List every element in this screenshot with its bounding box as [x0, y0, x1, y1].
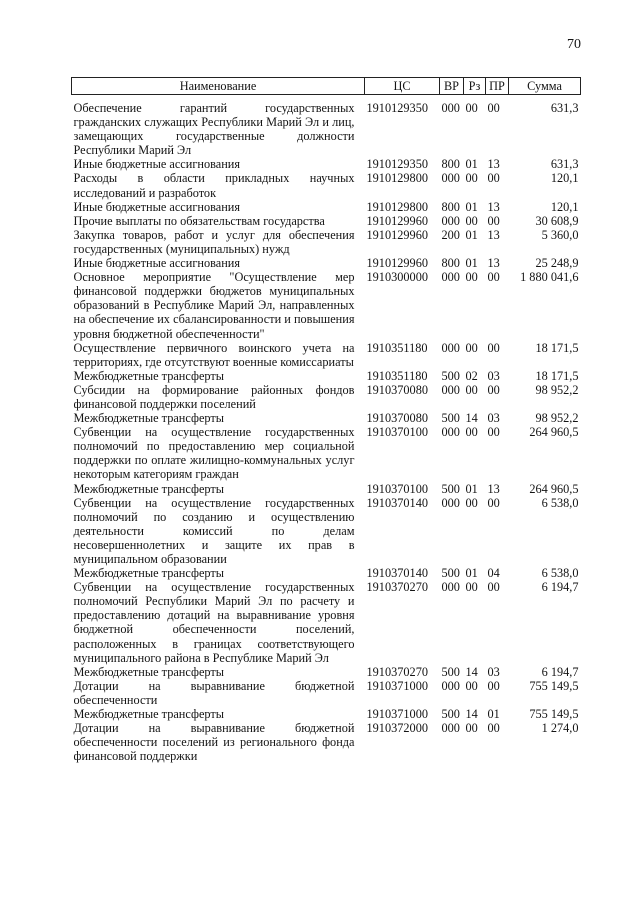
row-pr: 13 [487, 256, 500, 271]
row-rz: 01 [465, 157, 478, 172]
row-name: Расходы в области прикладных научных исследований и разработок [73, 171, 355, 200]
row-sum: 98 952,2 [535, 411, 579, 426]
row-cs: 1910129960 [366, 213, 428, 228]
row-cs: 1910129960 [366, 256, 428, 271]
row-vr: 500 [441, 411, 460, 426]
table-row [72, 411, 581, 425]
row-pr: 13 [487, 481, 500, 496]
table-row [72, 425, 581, 481]
header-vr: ВР [440, 78, 464, 95]
header-name: Наименование [72, 78, 365, 95]
row-sum: 264 960,5 [529, 425, 579, 440]
row-rz: 00 [465, 382, 478, 397]
row-name: Субвенции на осуществление государственных полномочий по предоставлению мер социальной поддержки по оплате жилищно-коммунальных услуг некоторым категориям граждан [73, 425, 355, 482]
row-name: Осуществление первичного воинского учета на территориях, где отсутствуют военные комиссариаты [73, 340, 355, 369]
row-cs: 1910370270 [366, 664, 428, 679]
row-rz: 02 [465, 368, 478, 383]
table-row [72, 214, 581, 228]
row-pr: 03 [487, 664, 500, 679]
row-name: Межбюджетные трансферты [73, 481, 225, 496]
row-cs: 1910370140 [366, 566, 428, 581]
row-pr: 00 [487, 678, 500, 693]
row-vr: 000 [441, 425, 460, 440]
row-vr: 000 [441, 101, 460, 115]
row-pr: 00 [487, 270, 500, 285]
row-sum: 631,3 [550, 101, 579, 115]
row-rz: 00 [465, 721, 478, 736]
row-sum: 6 538,0 [541, 495, 579, 510]
table-row [72, 270, 581, 340]
header-pr: ПР [486, 78, 509, 95]
header-rz: Рз [464, 78, 486, 95]
row-rz: 00 [465, 678, 478, 693]
row-sum: 264 960,5 [529, 481, 579, 496]
row-cs: 1910129960 [366, 227, 428, 242]
table-row [72, 707, 581, 721]
table-row [72, 228, 581, 256]
row-rz: 00 [465, 495, 478, 510]
table-row [72, 200, 581, 214]
row-cs: 1910370080 [366, 411, 428, 426]
row-cs: 1910351180 [366, 368, 428, 383]
row-cs: 1910129800 [366, 199, 428, 214]
row-sum: 1 274,0 [541, 721, 579, 736]
row-name: Субвенции на осуществление государственных полномочий Республики Марий Эл по расчету и предоставлению дотаций на выравнивание уровня бюджетной обеспеченности поселений, расположенных в границах соответствующего муниципального района в Республике Марий Эл [73, 580, 355, 665]
row-sum: 6 194,7 [541, 580, 579, 595]
table-row [72, 171, 581, 199]
row-rz: 00 [465, 213, 478, 228]
row-name: Межбюджетные трансферты [73, 664, 225, 679]
row-cs: 1910372000 [366, 721, 428, 736]
budget-table [71, 77, 581, 763]
row-rz: 14 [465, 411, 478, 426]
row-rz: 00 [465, 101, 478, 115]
row-name: Иные бюджетные ассигнования [73, 256, 241, 271]
row-name: Субвенции на осуществление государственных полномочий по созданию и осуществлению деятельности комиссий по делам несовершеннолетних и защите их прав в муниципальном образовании [73, 495, 355, 566]
table-row [72, 679, 581, 707]
row-name: Субсидии на формирование районных фондов финансовой поддержки поселений [73, 382, 355, 411]
row-sum: 18 171,5 [535, 368, 579, 383]
row-sum: 6 538,0 [541, 566, 579, 581]
row-rz: 00 [465, 425, 478, 440]
row-sum: 120,1 [550, 171, 579, 186]
row-vr: 000 [441, 382, 460, 397]
row-vr: 000 [441, 580, 460, 595]
row-name: Дотации на выравнивание бюджетной обеспеченности поселений из регионального фонда финансовой поддержки [73, 721, 355, 764]
row-rz: 00 [465, 270, 478, 285]
header-cs: ЦС [365, 78, 440, 95]
row-rz: 14 [465, 664, 478, 679]
row-name: Межбюджетные трансферты [73, 368, 225, 383]
row-vr: 500 [441, 566, 460, 581]
row-name: Закупка товаров, работ и услуг для обеспечения государственных (муниципальных) нужд [73, 227, 355, 256]
table-body [72, 95, 581, 764]
row-sum: 120,1 [550, 199, 579, 214]
row-sum: 1 880 041,6 [520, 270, 579, 285]
row-name: Иные бюджетные ассигнования [73, 157, 241, 172]
row-pr: 00 [487, 340, 500, 355]
row-vr: 000 [441, 678, 460, 693]
row-pr: 13 [487, 227, 500, 242]
row-pr: 00 [487, 382, 500, 397]
row-cs: 1910370100 [366, 425, 428, 440]
row-rz: 01 [465, 199, 478, 214]
row-vr: 000 [441, 270, 460, 285]
row-name: Межбюджетные трансферты [73, 566, 225, 581]
row-sum: 30 608,9 [535, 213, 579, 228]
row-pr: 01 [487, 707, 500, 722]
row-vr: 500 [441, 368, 460, 383]
table-row [72, 566, 581, 580]
row-pr: 13 [487, 157, 500, 172]
row-cs: 1910351180 [366, 340, 428, 355]
table-row [72, 383, 581, 411]
row-vr: 800 [441, 199, 460, 214]
row-pr: 00 [487, 171, 500, 186]
table-row [72, 482, 581, 496]
row-name: Иные бюджетные ассигнования [73, 199, 241, 214]
row-pr: 00 [487, 721, 500, 736]
row-rz: 01 [465, 227, 478, 242]
row-sum: 755 149,5 [529, 707, 579, 722]
row-cs: 1910370140 [366, 495, 428, 510]
row-rz: 01 [465, 256, 478, 271]
table-header [72, 78, 581, 95]
row-cs: 1910371000 [366, 707, 428, 722]
row-pr: 03 [487, 411, 500, 426]
row-rz: 01 [465, 481, 478, 496]
row-vr: 000 [441, 721, 460, 736]
row-rz: 00 [465, 580, 478, 595]
row-sum: 631,3 [550, 157, 579, 172]
page-number: 70 [567, 37, 581, 52]
row-pr: 04 [487, 566, 500, 581]
row-cs: 1910371000 [366, 678, 428, 693]
row-vr: 000 [441, 171, 460, 186]
table-row [72, 95, 581, 158]
row-name: Дотации на выравнивание бюджетной обеспеченности [73, 678, 355, 707]
row-pr: 13 [487, 199, 500, 214]
row-pr: 00 [487, 213, 500, 228]
header-sum: Сумма [509, 78, 581, 95]
row-vr: 500 [441, 481, 460, 496]
row-vr: 000 [441, 495, 460, 510]
table-row [72, 496, 581, 566]
row-sum: 18 171,5 [535, 340, 579, 355]
row-pr: 00 [487, 495, 500, 510]
row-vr: 000 [441, 213, 460, 228]
row-pr: 00 [487, 580, 500, 595]
row-sum: 98 952,2 [535, 382, 579, 397]
row-vr: 000 [441, 340, 460, 355]
row-cs: 1910129350 [366, 157, 428, 172]
row-name: Обеспечение гарантий государственных гражданских служащих Республики Марий Эл и лиц, замещающих государственные должности Республики Марий Эл [73, 101, 355, 158]
table-row [72, 341, 581, 369]
row-rz: 00 [465, 171, 478, 186]
table-row [72, 721, 581, 763]
row-cs: 1910370100 [366, 481, 428, 496]
row-sum: 5 360,0 [541, 227, 579, 242]
table-row [72, 157, 581, 171]
table-row [72, 369, 581, 383]
row-vr: 800 [441, 256, 460, 271]
row-vr: 200 [441, 227, 460, 242]
row-sum: 25 248,9 [535, 256, 579, 271]
row-rz: 01 [465, 566, 478, 581]
row-name: Прочие выплаты по обязательствам государства [73, 213, 325, 228]
table-row [72, 580, 581, 665]
row-sum: 755 149,5 [529, 678, 579, 693]
table-row [72, 665, 581, 679]
row-cs: 1910129350 [366, 101, 428, 115]
row-cs: 1910129800 [366, 171, 428, 186]
row-cs: 1910300000 [366, 270, 428, 285]
row-rz: 00 [465, 340, 478, 355]
row-vr: 500 [441, 664, 460, 679]
row-cs: 1910370080 [366, 382, 428, 397]
row-name: Межбюджетные трансферты [73, 707, 225, 722]
row-cs: 1910370270 [366, 580, 428, 595]
row-name: Межбюджетные трансферты [73, 411, 225, 426]
row-pr: 00 [487, 101, 500, 115]
header-row [72, 78, 581, 95]
row-pr: 00 [487, 425, 500, 440]
table-row [72, 256, 581, 270]
row-vr: 500 [441, 707, 460, 722]
row-name: Основное мероприятие "Осуществление мер финансовой поддержки бюджетов муниципальных образований в Республике Марий Эл, направленных на обеспечение их сбалансированности и повышения уровня бюджетной обеспеченности" [73, 270, 355, 341]
row-rz: 14 [465, 707, 478, 722]
row-sum: 6 194,7 [541, 664, 579, 679]
row-vr: 800 [441, 157, 460, 172]
row-pr: 03 [487, 368, 500, 383]
